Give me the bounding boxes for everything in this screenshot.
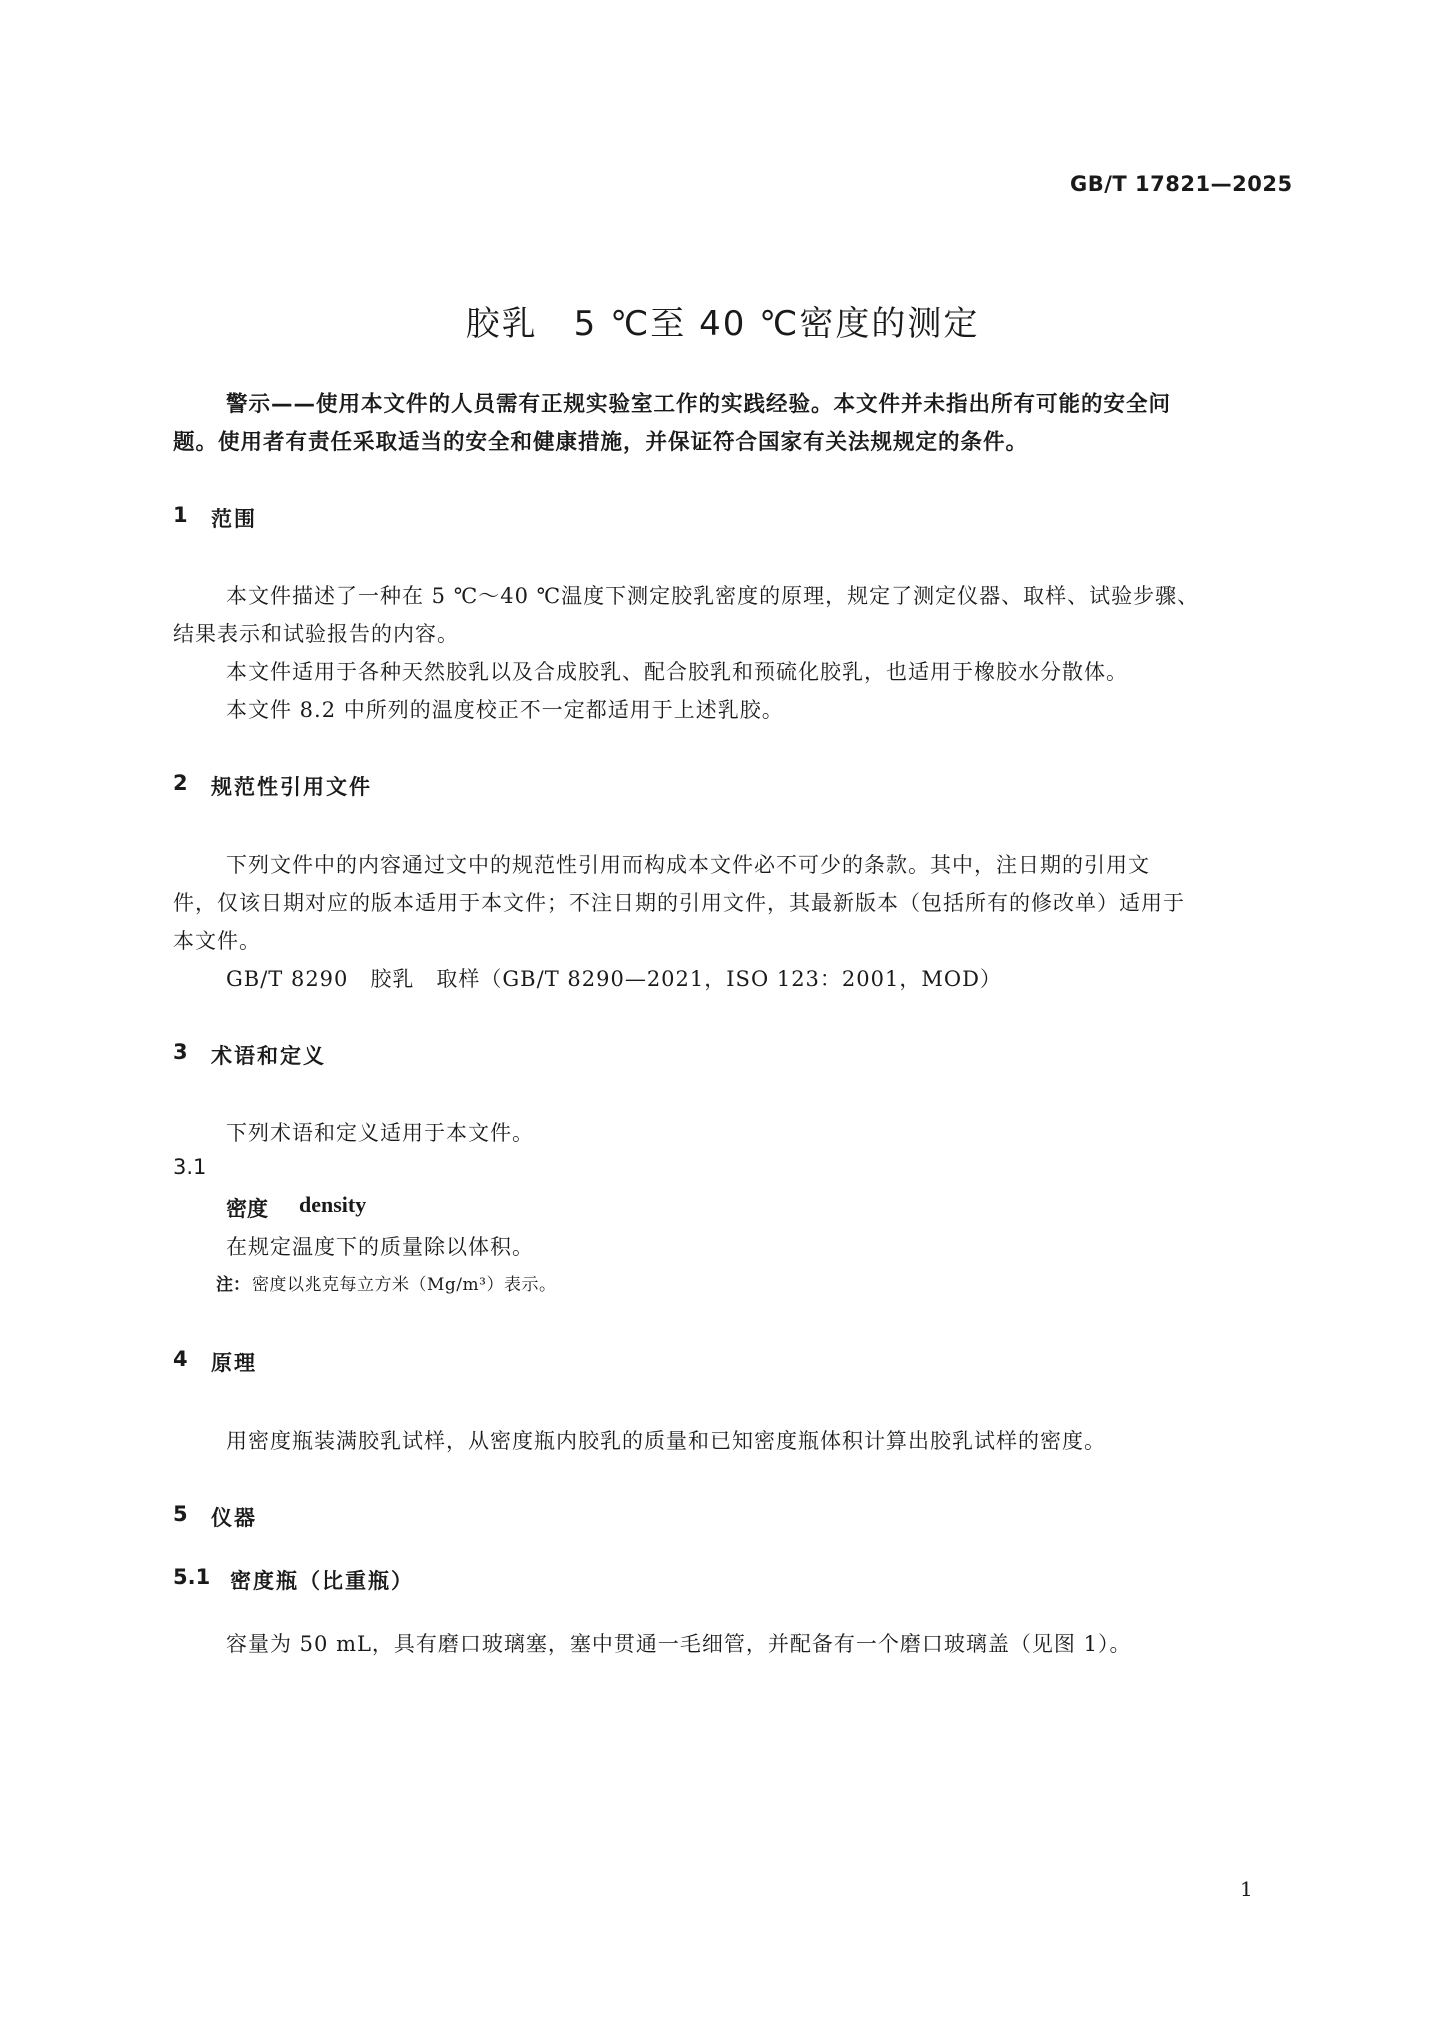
section-3-paragraph-1: 下列术语和定义适用于本文件。 bbox=[226, 1121, 534, 1145]
normative-reference-gbt-8290: GB/T 8290 胶乳 取样（GB/T 8290—2021，ISO 123：2001，MOD） bbox=[226, 967, 1002, 991]
section-3-title: 术语和定义 bbox=[211, 1044, 326, 1068]
section-1-paragraph-3: 本文件 8.2 中所列的温度校正不一定都适用于上述乳胶。 bbox=[226, 698, 784, 722]
subsection-5-1-number: 5.1 bbox=[173, 1565, 211, 1589]
section-2-paragraph-1-line-1: 下列文件中的内容通过文中的规范性引用而构成本文件必不可少的条款。其中，注日期的引用文 bbox=[226, 853, 1150, 877]
standard-code: GB/T 17821—2025 bbox=[1070, 172, 1293, 196]
term-3-1-number: 3.1 bbox=[173, 1155, 207, 1179]
subsection-5-1-title: 密度瓶（比重瓶） bbox=[230, 1569, 414, 1593]
warning-line-1: 警示——使用本文件的人员需有正规实验室工作的实践经验。本文件并未指出所有可能的安全问 bbox=[226, 392, 1172, 417]
section-4-paragraph-1: 用密度瓶装满胶乳试样，从密度瓶内胶乳的质量和已知密度瓶体积计算出胶乳试样的密度。 bbox=[226, 1429, 1106, 1453]
document-title: 胶乳 5 ℃至 40 ℃密度的测定 bbox=[465, 304, 980, 344]
section-1-paragraph-1-line-2: 结果表示和试验报告的内容。 bbox=[173, 622, 459, 646]
section-5-number: 5 bbox=[173, 1502, 188, 1526]
section-5-title: 仪器 bbox=[211, 1506, 257, 1530]
term-3-1-note-label: 注： bbox=[216, 1275, 250, 1295]
term-3-1-name-en: density bbox=[299, 1192, 367, 1217]
section-1-paragraph-1-line-1: 本文件描述了一种在 5 ℃～40 ℃温度下测定胶乳密度的原理，规定了测定仪器、取样、试验步骤、 bbox=[226, 584, 1200, 608]
section-1-number: 1 bbox=[173, 503, 188, 527]
section-4-number: 4 bbox=[173, 1347, 188, 1371]
section-3-number: 3 bbox=[173, 1040, 188, 1064]
section-2-paragraph-1-line-3: 本文件。 bbox=[173, 929, 261, 953]
subsection-5-1-paragraph-1: 容量为 50 mL，具有磨口玻璃塞，塞中贯通一毛细管，并配备有一个磨口玻璃盖（见图 1）。 bbox=[226, 1632, 1132, 1656]
section-2-number: 2 bbox=[173, 771, 188, 795]
page-number: 1 bbox=[1240, 1877, 1253, 1901]
term-3-1-definition: 在规定温度下的质量除以体积。 bbox=[226, 1235, 534, 1259]
section-4-title: 原理 bbox=[211, 1351, 257, 1375]
section-2-paragraph-1-line-2: 件，仅该日期对应的版本适用于本文件；不注日期的引用文件，其最新版本（包括所有的修改单）适用于 bbox=[173, 891, 1185, 915]
term-3-1-note-text: 密度以兆克每立方米（Mg/m³）表示。 bbox=[252, 1275, 557, 1295]
warning-line-2: 题。使用者有责任采取适当的安全和健康措施，并保证符合国家有关法规规定的条件。 bbox=[173, 430, 1029, 455]
section-2-title: 规范性引用文件 bbox=[211, 775, 372, 799]
section-1-paragraph-2: 本文件适用于各种天然胶乳以及合成胶乳、配合胶乳和预硫化胶乳，也适用于橡胶水分散体。 bbox=[226, 660, 1128, 684]
term-3-1-name-zh: 密度 bbox=[226, 1197, 268, 1221]
section-1-title: 范围 bbox=[211, 507, 257, 531]
